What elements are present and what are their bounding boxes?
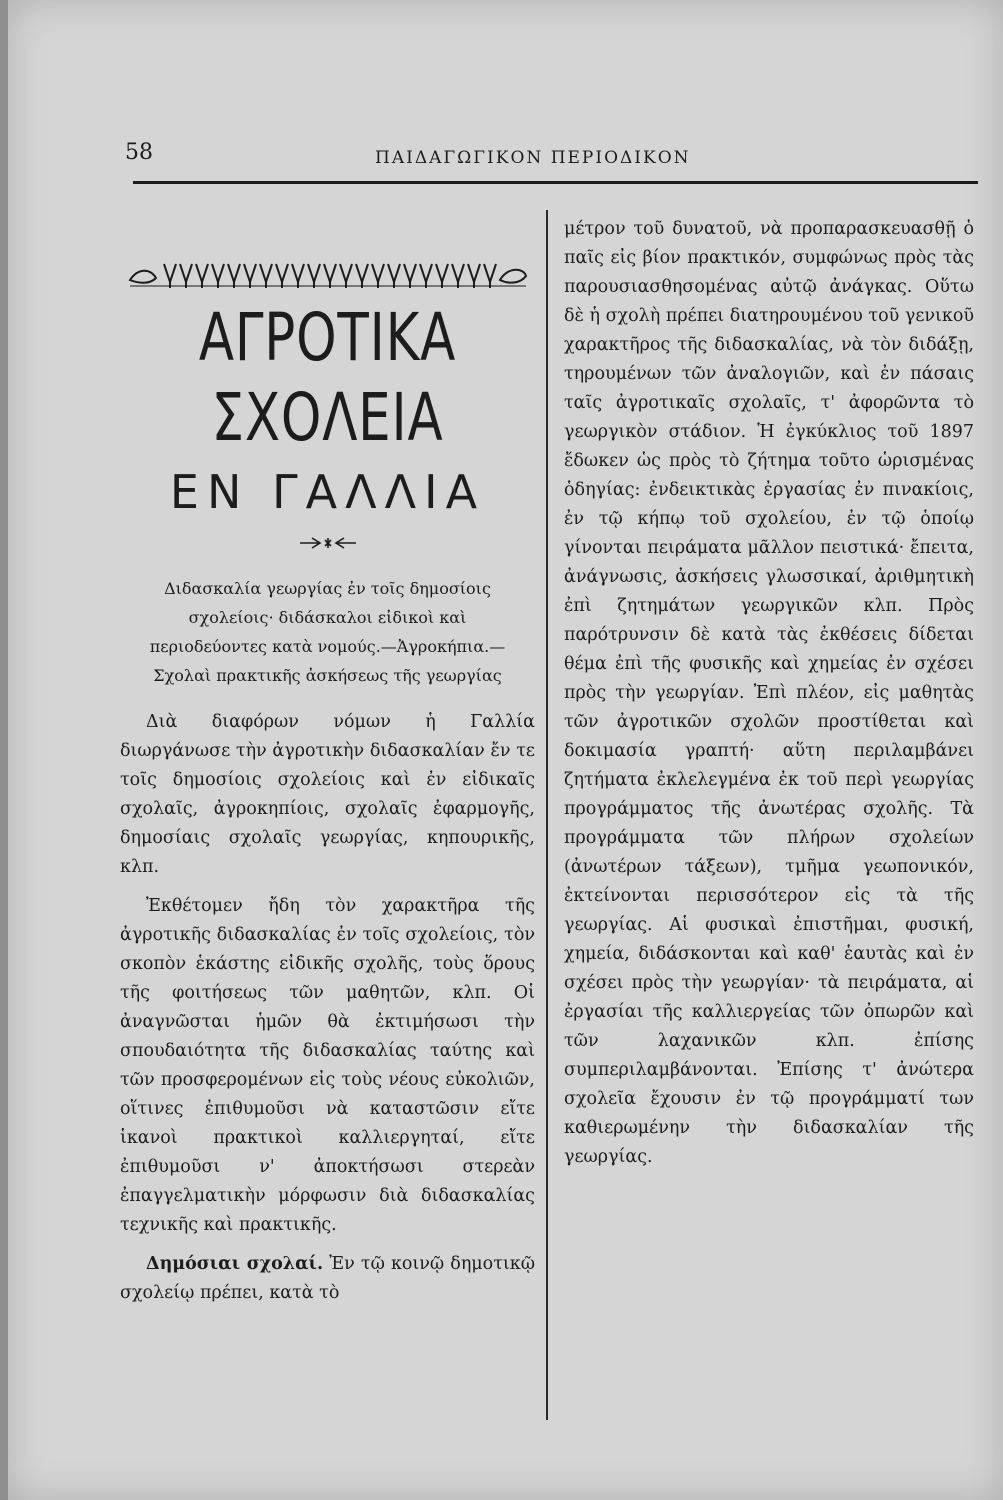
page-header: [125, 140, 977, 182]
article-summary: Διδασκαλία γεωργίας ἐν τοῖς δημοσίοις σχολείοις· διδάσκαλοι εἰδικοὶ καὶ περιοδεύοντες κατὰ νομούς.—Ἀγροκήπια.—Σχολαὶ πρακτικῆς ἀσκήσεως τῆς γεωργίας: [149, 579, 506, 685]
section-heading: Δημόσιαι σχολαί.: [146, 1254, 324, 1274]
divider-dingbat-icon: [298, 536, 358, 550]
right-column: [564, 215, 974, 1182]
header-rule: [133, 181, 978, 184]
paragraph: Διὰ διαφόρων νόμων ἡ Γαλλία διωργάνωσε τὴν ἀγροτικὴν διδασκαλίαν ἔν τε τοῖς δημοσίοις σχολείοις καὶ ἐν εἰδικαῖς σχολαῖς, ἀγροκηπίοις, σχολαῖς ἐφαρμογῆς, δημοσίαις σχολαῖς γεωργίας, κηπουρικῆς, κλπ.: [120, 712, 535, 877]
paragraph: Ἐκθέτομεν ἤδη τὸν χαρακτῆρα τῆς ἀγροτικῆς διδασκαλίας ἐν τοῖς σχολείοις, τὸν σκοπὸν ἑκάστης εἰδικῆς σχολῆς, τοὺς ὅρους τῆς φοιτήσεως τῶν μαθητῶν, κλπ. Οἱ ἀναγνῶσται ἡμῶν θὰ ἐκτιμήσωσι τὴν σπουδαιότητα τῆς διδασκαλίας ταύτης καὶ τῶν προσφερομένων εἰς τοὺς νέους εὐκολιῶν, οἵτινες ἐπιθυμοῦσι νὰ καταστῶσιν εἴτε ἱκανοὶ πρακτικοὶ καλλιεργηταί, εἴτε ἐπιθυμοῦσι ν' ἀποκτήσωσι στερεὰν ἐπαγγελματικὴν μόρφωσιν διὰ διδασκαλίας τεχνικῆς καὶ πρακτικῆς.: [120, 896, 535, 1235]
decorative-ornament-icon: [128, 260, 528, 290]
paragraph-public-schools: [120, 1250, 535, 1308]
column-divider: [546, 210, 548, 1420]
left-column: [120, 260, 535, 1318]
page: [8, 0, 1003, 1500]
article-subtitle: ΕΝ ΓΑΛΛΙΑ: [169, 465, 486, 519]
running-title: ΠΑΙΔΑΓΩΓΙΚΟΝ ΠΕΡΙΟΔΙΚΟΝ: [375, 148, 691, 168]
paragraph: μέτρον τοῦ δυνατοῦ, νὰ προπαρασκευασθῇ ὁ παῖς εἰς βίον πρακτικόν, συμφώνως πρὸς τὰς παρουσιασθησομένας αὐτῷ ἀνάγκας. Οὕτω δὲ ἡ σχολὴ πρέπει διατηρουμένου τοῦ γενικοῦ χαρακτῆρος τῆς διδασκαλίας, νὰ τὸν διδάξῃ, τηρουμένων τῶν ἀναλογιῶν, καὶ ἐν πάσαις ταῖς ἀγροτικαῖς σχολαῖς, τ' ἀφορῶντα τὸ γεωργικὸν στάδιον. Ἡ ἐγκύκλιος τοῦ 1897 ἔδωκεν ὡς πρὸς τὸ ζήτημα τοῦτο ὡρισμένας ὁδηγίας: ἐνδεικτικὰς ἐργασίας ἐν πινακίοις, ἐν τῷ κήπῳ τοῦ σχολείου, ἐν τῷ ὁποίῳ γίνονται πειράματα μᾶλλον πειστικά· ἔπειτα, ἀνάγνωσις, ἀσκήσεις γλωσσικαί, ἀριθμητικὴ ἐπὶ ζητημάτων γεωργικῶν κλπ. Πρὸς παρότρυνσιν δὲ κατὰ τὰς ἐκθέσεις δίδεται θέμα ἐπὶ τῆς φυσικῆς καὶ χημείας ἐν σχέσει πρὸς τὴν γεωργίαν. Ἐπὶ πλέον, εἰς μαθητὰς τῶν ἀγροτικῶν σχολῶν προστίθεται καὶ δοκιμασία γραπτή· αὕτη περιλαμβάνει ζητήματα ἐκλελεγμένα ἐκ τοῦ περὶ γεωργίας προγράμματος τῆς ἀνωτέρας σχολῆς. Τὰ προγράμματα τῶν πλήρων σχολείων (ἀνωτέρων τάξεων), τμῆμα γεωπονικόν, ἐκτείνονται περισσότερον εἰς τὰ τῆς γεωργίας. Αἱ φυσικαὶ ἐπιστῆμαι, φυσική, χημεία, διδάσκονται καὶ καθ' ἑαυτὰς καὶ ἐν σχέσει πρὸς τὴν γεωργίαν· τὰ πειράματα, αἱ ἐργασίαι τῆς καλλιεργείας τῶν ὀπωρῶν καὶ τῶν λαχανικῶν κλπ. ἐπίσης συμπεριλαμβάνονται. Ἐπίσης τ' ἀνώτερα σχολεῖα ἔχουσιν ἐν τῷ προγράμματί των καθιερωμένην τὴν διδασκαλίαν τῆς γεωργίας.: [564, 219, 974, 1167]
page-number: 58: [125, 140, 153, 165]
paragraph-text: Ἐν τῷ κοινῷ δημοτικῷ σχολείῳ πρέπει, κατὰ τὸ: [120, 1254, 535, 1303]
article-title: ΑΓΡΟΤΙΚΑ ΣΧΟΛΕΙΑ: [198, 299, 457, 456]
